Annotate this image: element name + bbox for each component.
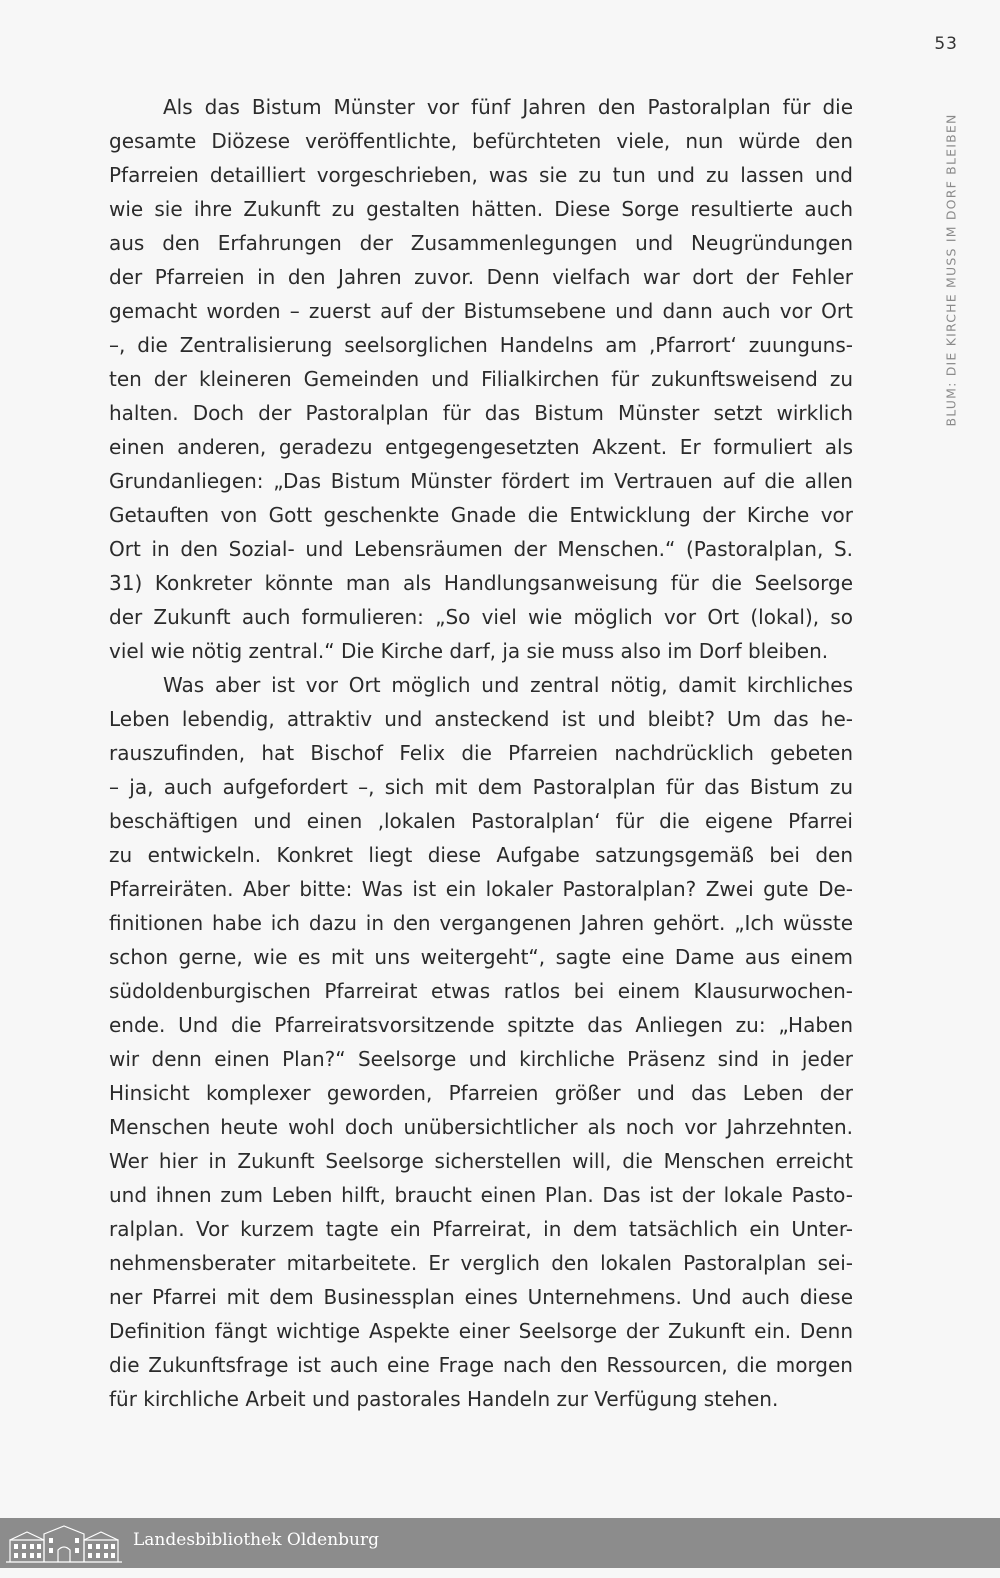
text-line: Menschen heute wohl doch unübersichtlicher als noch vor Jahrzehnten. xyxy=(109,1115,853,1139)
text-line: Als das Bistum Münster vor fünf Jahren den Pastoralplan für die xyxy=(163,95,853,119)
text-line: schon gerne, wie es mit uns weitergeht“, sagte eine Dame aus einem xyxy=(109,945,853,969)
text-line: viel wie nötig zentral.“ Die Kirche darf, ja sie muss also im Dorf bleiben. xyxy=(109,639,829,663)
text-line: wir denn einen Plan?“ Seelsorge und kirchliche Präsenz sind in jeder xyxy=(109,1047,853,1071)
text-line: beschäftigen und einen ‚lokalen Pastoralplan‘ für die eigene Pfarrei xyxy=(109,809,853,833)
text-line: Was aber ist vor Ort möglich und zentral nötig, damit kirchliches xyxy=(163,673,853,697)
running-head: BLUM: DIE KIRCHE MUSS IM DORF BLEIBEN xyxy=(943,113,959,427)
text-line: zu entwickeln. Konkret liegt diese Aufgabe satzungsgemäß bei den xyxy=(109,843,853,867)
text-line: ralplan. Vor kurzem tagte ein Pfarreirat, in dem tatsächlich ein Unter- xyxy=(109,1217,853,1241)
text-line: Pfarreien detailliert vorgeschrieben, was sie zu tun und zu lassen und xyxy=(109,163,853,187)
library-building-icon xyxy=(4,1524,124,1564)
text-line: für kirchliche Arbeit und pastorales Handeln zur Verfügung stehen. xyxy=(109,1387,779,1411)
text-line: einen anderen, geradezu entgegengesetzten Akzent. Er formuliert als xyxy=(109,435,853,459)
page-number: 53 xyxy=(934,34,958,54)
text-line: – ja, auch aufgefordert –, sich mit dem Pastoralplan für das Bistum zu xyxy=(109,775,853,799)
library-name: Landesbibliothek Oldenburg xyxy=(133,1530,380,1550)
body-text xyxy=(109,90,853,1416)
text-line: Wer hier in Zukunft Seelsorge sicherstellen will, die Menschen erreicht xyxy=(109,1149,853,1173)
text-line: der Pfarreien in den Jahren zuvor. Denn vielfach war dort der Fehler xyxy=(109,265,853,289)
text-line: gesamte Diözese veröffentlichte, befürchteten viele, nun würde den xyxy=(109,129,853,153)
text-line: 31) Konkreter könnte man als Handlungsanweisung für die Seelsorge xyxy=(109,571,853,595)
text-line: die Zukunftsfrage ist auch eine Frage nach den Ressourcen, die morgen xyxy=(109,1353,853,1377)
text-line: der Zukunft auch formulieren: „So viel wie möglich vor Ort (lokal), so xyxy=(109,605,853,629)
text-line: –, die Zentralisierung seelsorglichen Handelns am ‚Pfarrort‘ zuunguns- xyxy=(109,333,853,357)
text-line: nehmensberater mitarbeitete. Er verglich den lokalen Pastoralplan sei- xyxy=(109,1251,853,1275)
text-line: Grundanliegen: „Das Bistum Münster fördert im Vertrauen auf die allen xyxy=(109,469,853,493)
text-line: und ihnen zum Leben hilft, braucht einen Plan. Das ist der lokale Pasto- xyxy=(109,1183,853,1207)
text-line: rauszufinden, hat Bischof Felix die Pfarreien nachdrücklich gebeten xyxy=(109,741,853,765)
text-line: Ort in den Sozial- und Lebensräumen der Menschen.“ (Pastoralplan, S. xyxy=(109,537,853,561)
text-line: Leben lebendig, attraktiv und ansteckend ist und bleibt? Um das he- xyxy=(109,707,853,731)
text-line: ten der kleineren Gemeinden und Filialkirchen für zukunftsweisend zu xyxy=(109,367,853,391)
text-line: Getauften von Gott geschenkte Gnade die Entwicklung der Kirche vor xyxy=(109,503,853,527)
library-footer xyxy=(0,1518,1000,1568)
text-line: Hinsicht komplexer geworden, Pfarreien größer und das Leben der xyxy=(109,1081,853,1105)
text-line: südoldenburgischen Pfarreirat etwas ratlos bei einem Klausurwochen- xyxy=(109,979,853,1003)
text-line: finitionen habe ich dazu in den vergangenen Jahren gehört. „Ich wüsste xyxy=(109,911,853,935)
text-line: aus den Erfahrungen der Zusammenlegungen und Neugründungen xyxy=(109,231,853,255)
text-line: halten. Doch der Pastoralplan für das Bistum Münster setzt wirklich xyxy=(109,401,853,425)
text-line: Definition fängt wichtige Aspekte einer Seelsorge der Zukunft ein. Denn xyxy=(109,1319,853,1343)
text-line: Pfarreiräten. Aber bitte: Was ist ein lokaler Pastoralplan? Zwei gute De- xyxy=(109,877,853,901)
text-line: ende. Und die Pfarreiratsvorsitzende spitzte das Anliegen zu: „Haben xyxy=(109,1013,853,1037)
text-line: ner Pfarrei mit dem Businessplan eines Unternehmens. Und auch diese xyxy=(109,1285,853,1309)
text-line: gemacht worden – zuerst auf der Bistumsebene und dann auch vor Ort xyxy=(109,299,853,323)
text-line: wie sie ihre Zukunft zu gestalten hätten. Diese Sorge resultierte auch xyxy=(109,197,853,221)
